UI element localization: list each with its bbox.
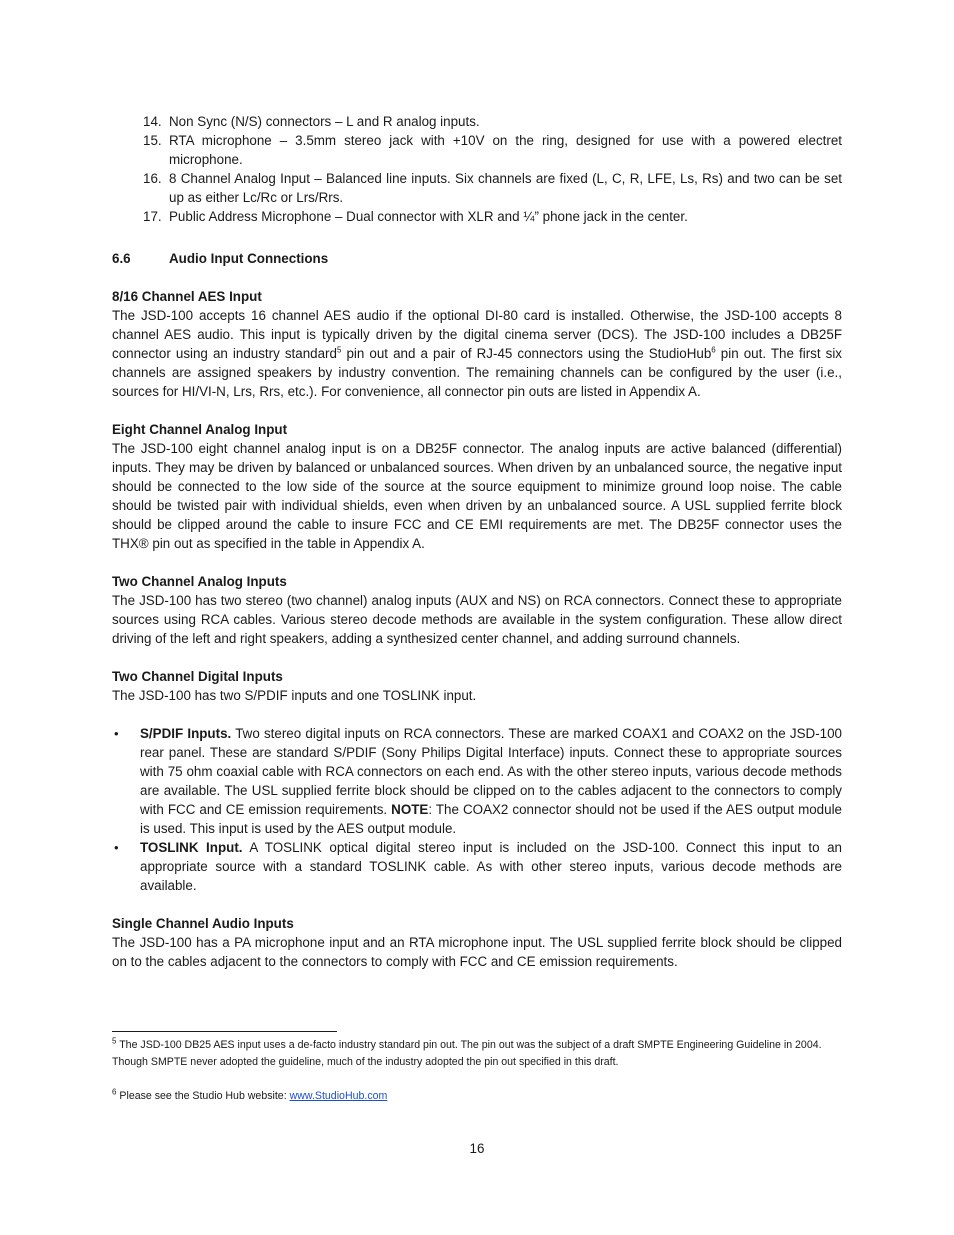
item-number: 14. bbox=[143, 114, 162, 129]
section-title: Audio Input Connections bbox=[169, 251, 329, 266]
item-text: 8 Channel Analog Input – Balanced line inputs. Six channels are fixed (L, C, R, LFE, Ls, Rs) and two can be set up as either Lc/Rc or Lrs/Rrs. bbox=[169, 171, 842, 205]
two-analog-heading: Two Channel Analog Inputs bbox=[112, 574, 287, 589]
aes-text-2: pin out and a pair of RJ-45 connectors using the StudioHub bbox=[341, 346, 712, 361]
eight-analog-heading: Eight Channel Analog Input bbox=[112, 422, 288, 437]
section-heading bbox=[112, 249, 842, 268]
aes-text-3: pin out. The first six channels are assigned speakers by industry convention. The remaining channels can be configured by the user (i.e., sources for HI/VI-N, Lrs, Rrs, etc.). For convenience, all connector pin outs are listed in Appendix A. bbox=[112, 346, 843, 399]
footnote-6 bbox=[112, 1088, 842, 1105]
footnote-5 bbox=[112, 1037, 842, 1071]
aes-text-1: The JSD-100 accepts 16 channel AES audio if the optional DI-80 card is installed. Otherwise, the JSD-100 accepts 8 channel AES audio. This input is typically driven by the digital cinema server (DCS). The JSD-100 includes a DB25F connector using an industry standard bbox=[112, 308, 842, 361]
footnote-ref-6[interactable]: 6 bbox=[711, 345, 716, 355]
document-body bbox=[112, 112, 842, 971]
footnote-divider bbox=[112, 1031, 337, 1032]
list-item bbox=[112, 207, 842, 226]
two-digital-intro: The JSD-100 has two S/PDIF inputs and one TOSLINK input. bbox=[112, 688, 477, 703]
section-number: 6.6 bbox=[112, 251, 131, 266]
spdif-text: Two stereo digital inputs on RCA connectors. These are marked COAX1 and COAX2 on the JSD-100 rear panel. These are standard S/PDIF (Sony Philips Digital Interface) inputs. Connect these to appropriate sources with 75 ohm coaxial cable with RCA connectors on each end. As with the other stereo inputs, various decode methods are available. The USL supplied ferrite block should be clipped on to the cables adjacent to the connectors to comply with FCC and CE emission requirements. bbox=[140, 726, 842, 817]
eight-analog-paragraph: The JSD-100 eight channel analog input is on a DB25F connector. The analog inputs are active balanced (differential) inputs. They may be driven by balanced or unbalanced sources. When driven by an unbalanced source, the negative input should be connected to the low side of the source at the source equipment to minimize ground loop noise. The cable should be twisted pair with individual shields, even when driven by an unbalanced source. A USL supplied ferrite block should be clipped around the cable to insure FCC and CE EMI requirements are met. The DB25F connector uses the THX® pin out as specified in the table in Appendix A. bbox=[112, 441, 842, 551]
item-number: 17. bbox=[143, 209, 162, 224]
aes-paragraph bbox=[112, 306, 842, 401]
footnote-text: The JSD-100 DB25 AES input uses a de-facto industry standard pin out. The pin out was the subject of a draft SMPTE Engineering Guideline in 2004. Though SMPTE never adopted the guideline, much of the industry adopted the pin out specified in this draft. bbox=[112, 1039, 822, 1068]
list-item bbox=[112, 131, 842, 169]
footnote-mark: 5 bbox=[112, 1036, 117, 1046]
spdif-label: S/PDIF Inputs. bbox=[140, 726, 232, 741]
item-text: Non Sync (N/S) connectors – L and R analog inputs. bbox=[169, 114, 480, 129]
page-number: 16 bbox=[469, 1141, 485, 1156]
two-digital-heading: Two Channel Digital Inputs bbox=[112, 669, 283, 684]
item-text: RTA microphone – 3.5mm stereo jack with +10V on the ring, designed for use with a powered electret microphone. bbox=[169, 133, 842, 167]
single-channel-heading: Single Channel Audio Inputs bbox=[112, 916, 294, 931]
bullet-icon: • bbox=[114, 840, 119, 855]
two-analog-paragraph: The JSD-100 has two stereo (two channel) analog inputs (AUX and NS) on RCA connectors. Connect these to appropriate sources using RCA cables. Various stereo decode methods are available in the system configuration. These allow direct driving of the left and right speakers, adding a synthesized center channel, and adding surround channels. bbox=[112, 593, 842, 646]
list-item-spdif bbox=[112, 724, 842, 838]
note-label: NOTE bbox=[391, 802, 429, 817]
toslink-label: TOSLINK Input. bbox=[140, 840, 243, 855]
footnote-mark: 6 bbox=[112, 1087, 117, 1097]
list-item bbox=[112, 112, 842, 131]
aes-heading: 8/16 Channel AES Input bbox=[112, 289, 262, 304]
item-text: Public Address Microphone – Dual connector with XLR and ¼” phone jack in the center. bbox=[169, 209, 688, 224]
toslink-text: A TOSLINK optical digital stereo input is included on the JSD-100. Connect this input to an appropriate source with a standard TOSLINK cable. As with other stereo inputs, various decode methods are available. bbox=[140, 840, 843, 893]
bullet-icon: • bbox=[114, 726, 119, 741]
single-channel-paragraph: The JSD-100 has a PA microphone input and an RTA microphone input. The USL supplied ferrite block should be clipped on to the cables adjacent to the connectors to comply with FCC and CE emission requirements. bbox=[112, 935, 842, 969]
footnotes bbox=[112, 1037, 842, 1105]
studiohub-link[interactable]: www.StudioHub.com bbox=[289, 1090, 388, 1102]
footnote-text: Please see the Studio Hub website: bbox=[116, 1090, 290, 1102]
connector-list bbox=[112, 112, 842, 226]
note-text: : The COAX2 connector should not be used if the AES output module is used. This input is used by the AES output module. bbox=[140, 802, 843, 836]
list-item bbox=[112, 169, 842, 207]
item-number: 16. bbox=[143, 171, 162, 186]
item-number: 15. bbox=[143, 133, 162, 148]
digital-input-list bbox=[112, 724, 842, 895]
list-item-toslink bbox=[112, 838, 842, 895]
footnote-ref-5[interactable]: 5 bbox=[336, 345, 342, 355]
